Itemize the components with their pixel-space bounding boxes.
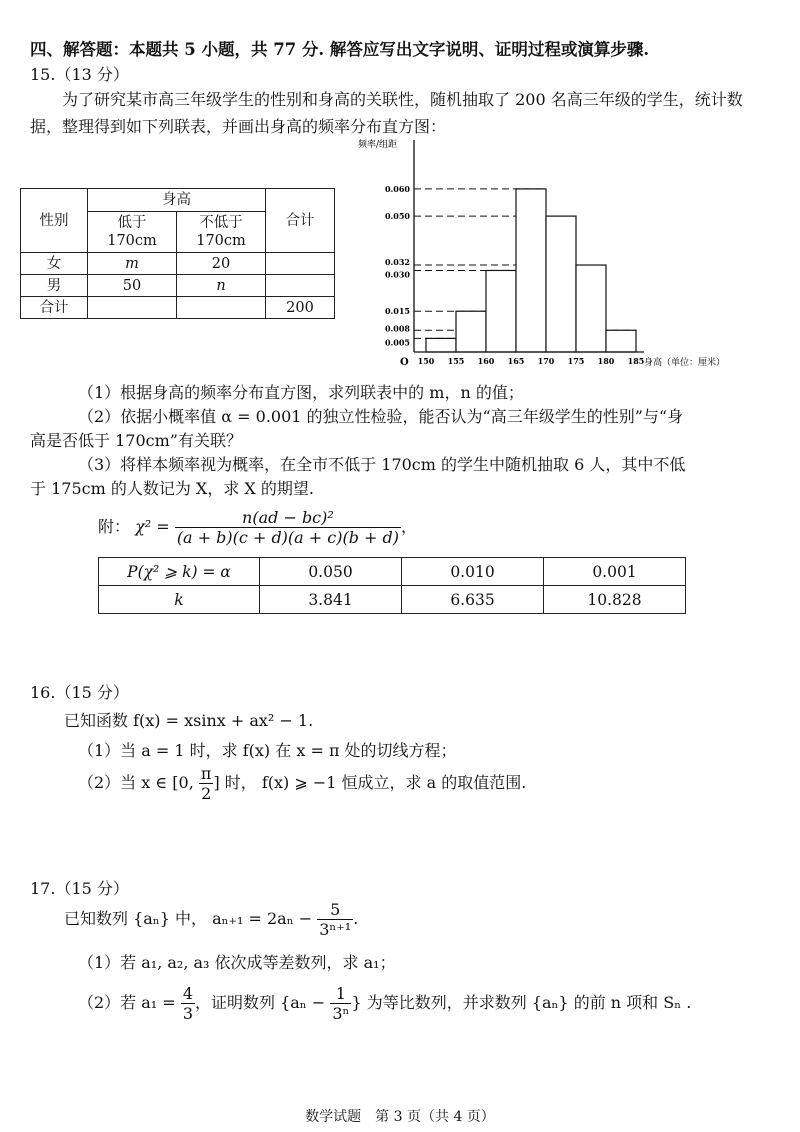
q15-intro: 为了研究某市高三年级学生的性别和身高的关联性，随机抽取了 200 名高三年级的学生，统计数据，整理得到如下列联表，并画出身高的频率分布直方图：: [30, 90, 743, 136]
q17-statement: [64, 900, 358, 939]
four-thirds-num: 4: [182, 984, 193, 1003]
q17-part2: [78, 984, 691, 1023]
y-tick-label: 0.032: [384, 257, 410, 268]
four-thirds: [181, 984, 195, 1023]
ref-row2-label: k: [99, 586, 260, 614]
q17-header: 17.（15 分）: [30, 879, 129, 898]
q17-part2-mid: ，证明数列 {aₙ −: [195, 993, 326, 1012]
q17-part2-post: } 为等比数列，并求数列 {aₙ} 的前 n 项和 Sₙ .: [351, 993, 692, 1012]
histogram-bar: [426, 338, 456, 352]
q16-statement: 已知函数 f(x) = xsinx + ax² − 1.: [64, 711, 314, 730]
q16-part1: （1）当 a = 1 时，求 f(x) 在 x = π 处的切线方程；: [78, 741, 457, 760]
cell-total-notbelow: [177, 297, 266, 319]
ref-alpha-1: 0.050: [260, 558, 402, 586]
q17-stmt-num: 5: [317, 900, 353, 920]
x-tick-label: 165: [507, 356, 525, 366]
cell-female-below: m: [88, 253, 177, 275]
row-female-label: 女: [21, 253, 88, 275]
cell-female-total: [266, 253, 335, 275]
header-below-line1: 低于: [117, 215, 147, 231]
header-notbelow-line1: 不低于: [199, 215, 243, 231]
y-tick-label: 0.030: [384, 269, 410, 280]
appendix-label: 附：: [98, 517, 131, 536]
row-total-label: 合计: [21, 297, 88, 319]
cell-grand-total: 200: [266, 297, 335, 319]
q17-stmt-pre: 已知数列 {aₙ} 中， aₙ₊₁ = 2aₙ −: [64, 909, 313, 928]
cell-male-notbelow: n: [177, 275, 266, 297]
histogram-bar: [456, 311, 486, 352]
cell-female-notbelow: 20: [177, 253, 266, 275]
pi-over-2: [199, 764, 214, 803]
ref-alpha-2: 0.010: [402, 558, 544, 586]
x-tick-label: 155: [447, 356, 465, 366]
q15-part3-line2: 于 175cm 的人数记为 X，求 X 的期望.: [30, 479, 314, 498]
chi-tail: ，: [401, 517, 418, 536]
x-tick-label: 180: [597, 356, 615, 366]
y-tick-label: 0.008: [384, 323, 410, 334]
q17-stmt-post: .: [353, 909, 359, 928]
q17-stmt-fraction: [317, 900, 353, 939]
q15-part3-line1: （3）将样本频率视为概率，在全市不低于 170cm 的学生中随机抽取 6 人，其中不低: [78, 455, 686, 474]
q16-header: 16.（15 分）: [30, 683, 129, 702]
contingency-table: [20, 188, 335, 319]
cell-male-below: 50: [88, 275, 177, 297]
x-tick-label: 160: [477, 356, 495, 366]
histogram-bar: [486, 270, 516, 352]
q16-part2-pre: （2）当 x ∈ [0,: [78, 773, 194, 792]
height-histogram: [352, 132, 792, 372]
one-over-3n: [330, 984, 351, 1023]
ref-k-1: 3.841: [260, 586, 402, 614]
cell-male-total: [266, 275, 335, 297]
pi-numerator: π: [200, 764, 212, 783]
chi-denominator: (a + b)(c + d)(a + c)(b + d): [176, 528, 400, 547]
histogram-bar: [516, 189, 546, 352]
header-height: 身高: [88, 189, 266, 212]
x-tick-label: 185: [627, 356, 645, 366]
chi-fraction: [175, 508, 401, 547]
ref-k-3: 10.828: [544, 586, 686, 614]
q15-part2-line2: 高是否低于 170cm”有关联？: [30, 431, 242, 450]
four-thirds-den: 3: [182, 1004, 193, 1023]
q17-part2-pre: （2）若 a₁ =: [78, 993, 176, 1012]
chi-square-formula: [98, 508, 417, 547]
q15-header: 15.（13 分）: [30, 65, 129, 84]
critical-value-table: [98, 557, 686, 614]
origin-label: O: [400, 357, 409, 368]
y-tick-label: 0.050: [384, 211, 410, 222]
y-tick-label: 0.005: [384, 337, 410, 348]
chi-lhs: χ² =: [135, 517, 170, 536]
q15-part2-line1: （2）依据小概率值 α = 0.001 的独立性检验，能否认为“高三年级学生的性别”与“身: [78, 407, 684, 426]
x-tick-label: 150: [417, 356, 435, 366]
section-heading: 四、解答题：本题共 5 小题，共 77 分. 解答应写出文字说明、证明过程或演算步骤.: [30, 40, 650, 59]
histogram-bar: [546, 216, 576, 352]
chi-numerator: n(ad − bc)²: [175, 508, 401, 528]
q16-part2-post: ] 时， f(x) ⩾ −1 恒成立，求 a 的取值范围.: [213, 773, 527, 792]
histogram-bar: [606, 330, 636, 352]
header-gender: 性别: [21, 189, 88, 253]
header-notbelow-line2: 170cm: [196, 233, 246, 249]
one-over-3n-den: 3ⁿ: [332, 1004, 350, 1023]
page-footer: 数学试题 第 3 页（共 4 页）: [305, 1109, 495, 1125]
header-total: 合计: [266, 189, 335, 253]
header-below-line2: 170cm: [107, 233, 157, 249]
header-below-170: [88, 212, 177, 253]
y-tick-label: 0.015: [384, 306, 410, 317]
pi-denominator: 2: [201, 784, 212, 803]
cell-total-below: [88, 297, 177, 319]
x-tick-label: 175: [567, 356, 585, 366]
q15-part1: （1）根据身高的频率分布直方图，求列联表中的 m，n 的值；: [78, 383, 524, 402]
ref-alpha-3: 0.001: [544, 558, 686, 586]
x-tick-label: 170: [537, 356, 555, 366]
ref-row1-label: P(χ² ⩾ k) = α: [99, 558, 260, 586]
histogram-bar: [576, 265, 606, 352]
q16-part2: [78, 764, 526, 803]
header-notbelow-170: [177, 212, 266, 253]
y-axis-label: 频率/组距: [358, 140, 398, 150]
q17-part1: （1）若 a₁, a₂, a₃ 依次成等差数列，求 a₁；: [78, 953, 396, 972]
one-over-3n-num: 1: [330, 984, 351, 1004]
y-tick-label: 0.060: [384, 183, 410, 194]
ref-k-2: 6.635: [402, 586, 544, 614]
q17-stmt-den: 3ⁿ⁺¹: [319, 920, 352, 939]
row-male-label: 男: [21, 275, 88, 297]
x-axis-label: 身高（单位：厘米）: [644, 358, 726, 368]
